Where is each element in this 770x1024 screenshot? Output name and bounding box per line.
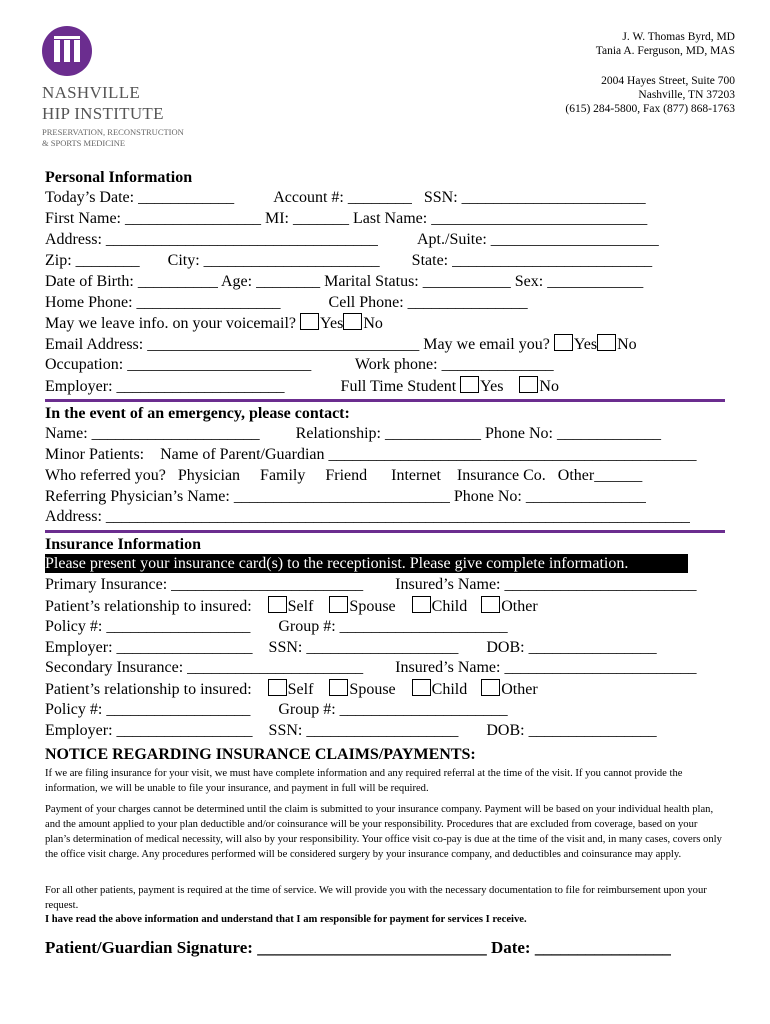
primary-insurance-line[interactable]: Primary Insurance: ________________________ Insured’s Name: ________________________	[45, 576, 697, 593]
emergency-address-line[interactable]: Address: _________________________________________________________________________	[45, 508, 690, 525]
clinic-address	[565, 74, 735, 116]
secondary-spouse-checkbox[interactable]	[329, 679, 348, 696]
address-line-2: Nashville, TN 37203	[638, 89, 735, 101]
child-label: Child	[431, 598, 468, 615]
referring-physician-line[interactable]: Referring Physician’s Name: ___________________________ Phone No: _______________	[45, 488, 646, 505]
primary-self-checkbox[interactable]	[268, 596, 287, 613]
self-label: Self	[287, 598, 314, 615]
secondary-child-checkbox[interactable]	[412, 679, 431, 696]
insurance-heading: Insurance Information	[45, 536, 202, 553]
phone-line[interactable]: Home Phone: __________________ Cell Phone: _______________	[45, 294, 528, 311]
notice-paragraph-3: For all other patients, payment is required at the time of service. We will provide you with the necessary documentation to file for reimbursement upon your request.	[45, 885, 707, 911]
notice-heading: NOTICE REGARDING INSURANCE CLAIMS/PAYMENTS:	[45, 746, 476, 763]
spouse-label: Spouse	[349, 598, 396, 615]
primary-relationship-line	[45, 596, 538, 617]
employer-line	[45, 376, 559, 397]
doctor-2: Tania A. Ferguson, MD, MAS	[595, 45, 735, 57]
signature-line[interactable]: Patient/Guardian Signature: ___________________________ Date: ________________	[45, 938, 671, 957]
insurance-banner: Please present your insurance card(s) to the receptionist. Please give complete information.	[45, 554, 688, 573]
primary-spouse-checkbox[interactable]	[329, 596, 348, 613]
logo-line2: HIP INSTITUTE	[42, 104, 164, 123]
other-label: Other	[501, 681, 538, 698]
notice-acknowledgement: I have read the above information and understand that I am responsible for payment for services I receive.	[45, 914, 527, 925]
email-yes-label: Yes	[573, 336, 598, 353]
todays-date-line[interactable]: Today’s Date: ____________ Account #: ________ SSN: _______________________	[45, 189, 646, 206]
doctor-1: J. W. Thomas Byrd, MD	[622, 31, 735, 43]
email-no-checkbox[interactable]	[597, 334, 616, 351]
spouse-label: Spouse	[349, 681, 396, 698]
child-label: Child	[431, 681, 468, 698]
address-line-3: (615) 284-5800, Fax (877) 868-1763	[565, 103, 735, 115]
secondary-policy-line[interactable]: Policy #: __________________ Group #: _____________________	[45, 701, 508, 718]
logo-line1: NASHVILLE	[42, 83, 141, 102]
secondary-self-checkbox[interactable]	[268, 679, 287, 696]
email-no-label: No	[617, 336, 637, 353]
student-yes-label: Yes	[480, 378, 504, 395]
secondary-other-checkbox[interactable]	[481, 679, 500, 696]
employer-field[interactable]: Employer: _____________________ Full Time Student	[45, 378, 461, 395]
emergency-name-line[interactable]: Name: _____________________ Relationship: ____________ Phone No: _____________	[45, 425, 661, 442]
student-yes-checkbox[interactable]	[460, 376, 479, 393]
primary-other-checkbox[interactable]	[481, 596, 500, 613]
zip-city-line[interactable]: Zip: ________ City: ______________________ State: _________________________	[45, 252, 653, 269]
student-no-checkbox[interactable]	[519, 376, 538, 393]
name-line[interactable]: First Name: _________________ MI: _______ Last Name: ___________________________	[45, 210, 648, 227]
primary-child-checkbox[interactable]	[412, 596, 431, 613]
voicemail-no-label: No	[363, 315, 383, 332]
voicemail-yes-checkbox[interactable]	[300, 313, 319, 330]
secondary-employer-line[interactable]: Employer: _________________ SSN: ___________________ DOB: ________________	[45, 722, 657, 739]
logo-emblem	[42, 26, 92, 76]
logo-sub2: & SPORTS MEDICINE	[42, 138, 126, 148]
secondary-relationship-line	[45, 679, 538, 700]
self-label: Self	[287, 681, 314, 698]
voicemail-question: May we leave info. on your voicemail?	[45, 315, 301, 332]
relationship-label: Patient’s relationship to insured:	[45, 598, 268, 615]
relationship-label: Patient’s relationship to insured:	[45, 681, 268, 698]
address-line[interactable]: Address: __________________________________ Apt./Suite: _____________________	[45, 231, 659, 248]
secondary-insurance-line[interactable]: Secondary Insurance: ______________________ Insured’s Name: ________________________	[45, 659, 697, 676]
email-line	[45, 334, 637, 355]
primary-policy-line[interactable]: Policy #: __________________ Group #: _____________________	[45, 618, 508, 635]
other-label: Other	[501, 598, 538, 615]
notice-paragraph-1: If we are filing insurance for your visit, we must have complete information and any required referral at the time of the visit. If you cannot provide the information, we will be unable to file your insurance, and payment in full will be required.	[45, 768, 683, 794]
personal-heading: Personal Information	[45, 169, 193, 186]
voicemail-no-checkbox[interactable]	[343, 313, 362, 330]
email-field[interactable]: Email Address: __________________________________ May we email you?	[45, 336, 554, 353]
voicemail-line	[45, 313, 383, 334]
voicemail-yes-label: Yes	[320, 315, 344, 332]
doctors	[596, 30, 735, 58]
section-divider	[45, 530, 725, 533]
email-yes-checkbox[interactable]	[554, 334, 573, 351]
section-divider	[45, 399, 725, 402]
logo-sub1: PRESERVATION, RECONSTRUCTION	[42, 127, 184, 137]
minor-patients-line[interactable]: Minor Patients: Name of Parent/Guardian ______________________________________________	[45, 446, 697, 463]
notice-paragraph-2: Payment of your charges cannot be determined until the claim is submitted to your insurance company. Payment will be based on your individual health plan, and the amount applied to your plan deductible and/or coinsurance will be your responsibility. Procedures that are excluded from coverage, based on your plan’s determination of medical necessity, will also by your responsibility. Your office visit co-pay is due at the time of the visit and, in many cases, covers only the office visit charge. Any procedures performed will be considered surgery by your insurance company, and deductibles and coinsurance may apply.	[45, 804, 722, 860]
dob-line[interactable]: Date of Birth: __________ Age: ________ Marital Status: ___________ Sex: ____________	[45, 273, 644, 290]
primary-employer-line[interactable]: Employer: _________________ SSN: ___________________ DOB: ________________	[45, 639, 657, 656]
address-line-1: 2004 Hayes Street, Suite 700	[601, 75, 735, 87]
student-no-label: No	[539, 378, 559, 395]
referred-by-line[interactable]: Who referred you? Physician Family Friend Internet Insurance Co. Other______	[45, 467, 643, 484]
occupation-line[interactable]: Occupation: _______________________ Work phone: ______________	[45, 356, 554, 373]
emergency-heading: In the event of an emergency, please contact:	[45, 405, 350, 422]
